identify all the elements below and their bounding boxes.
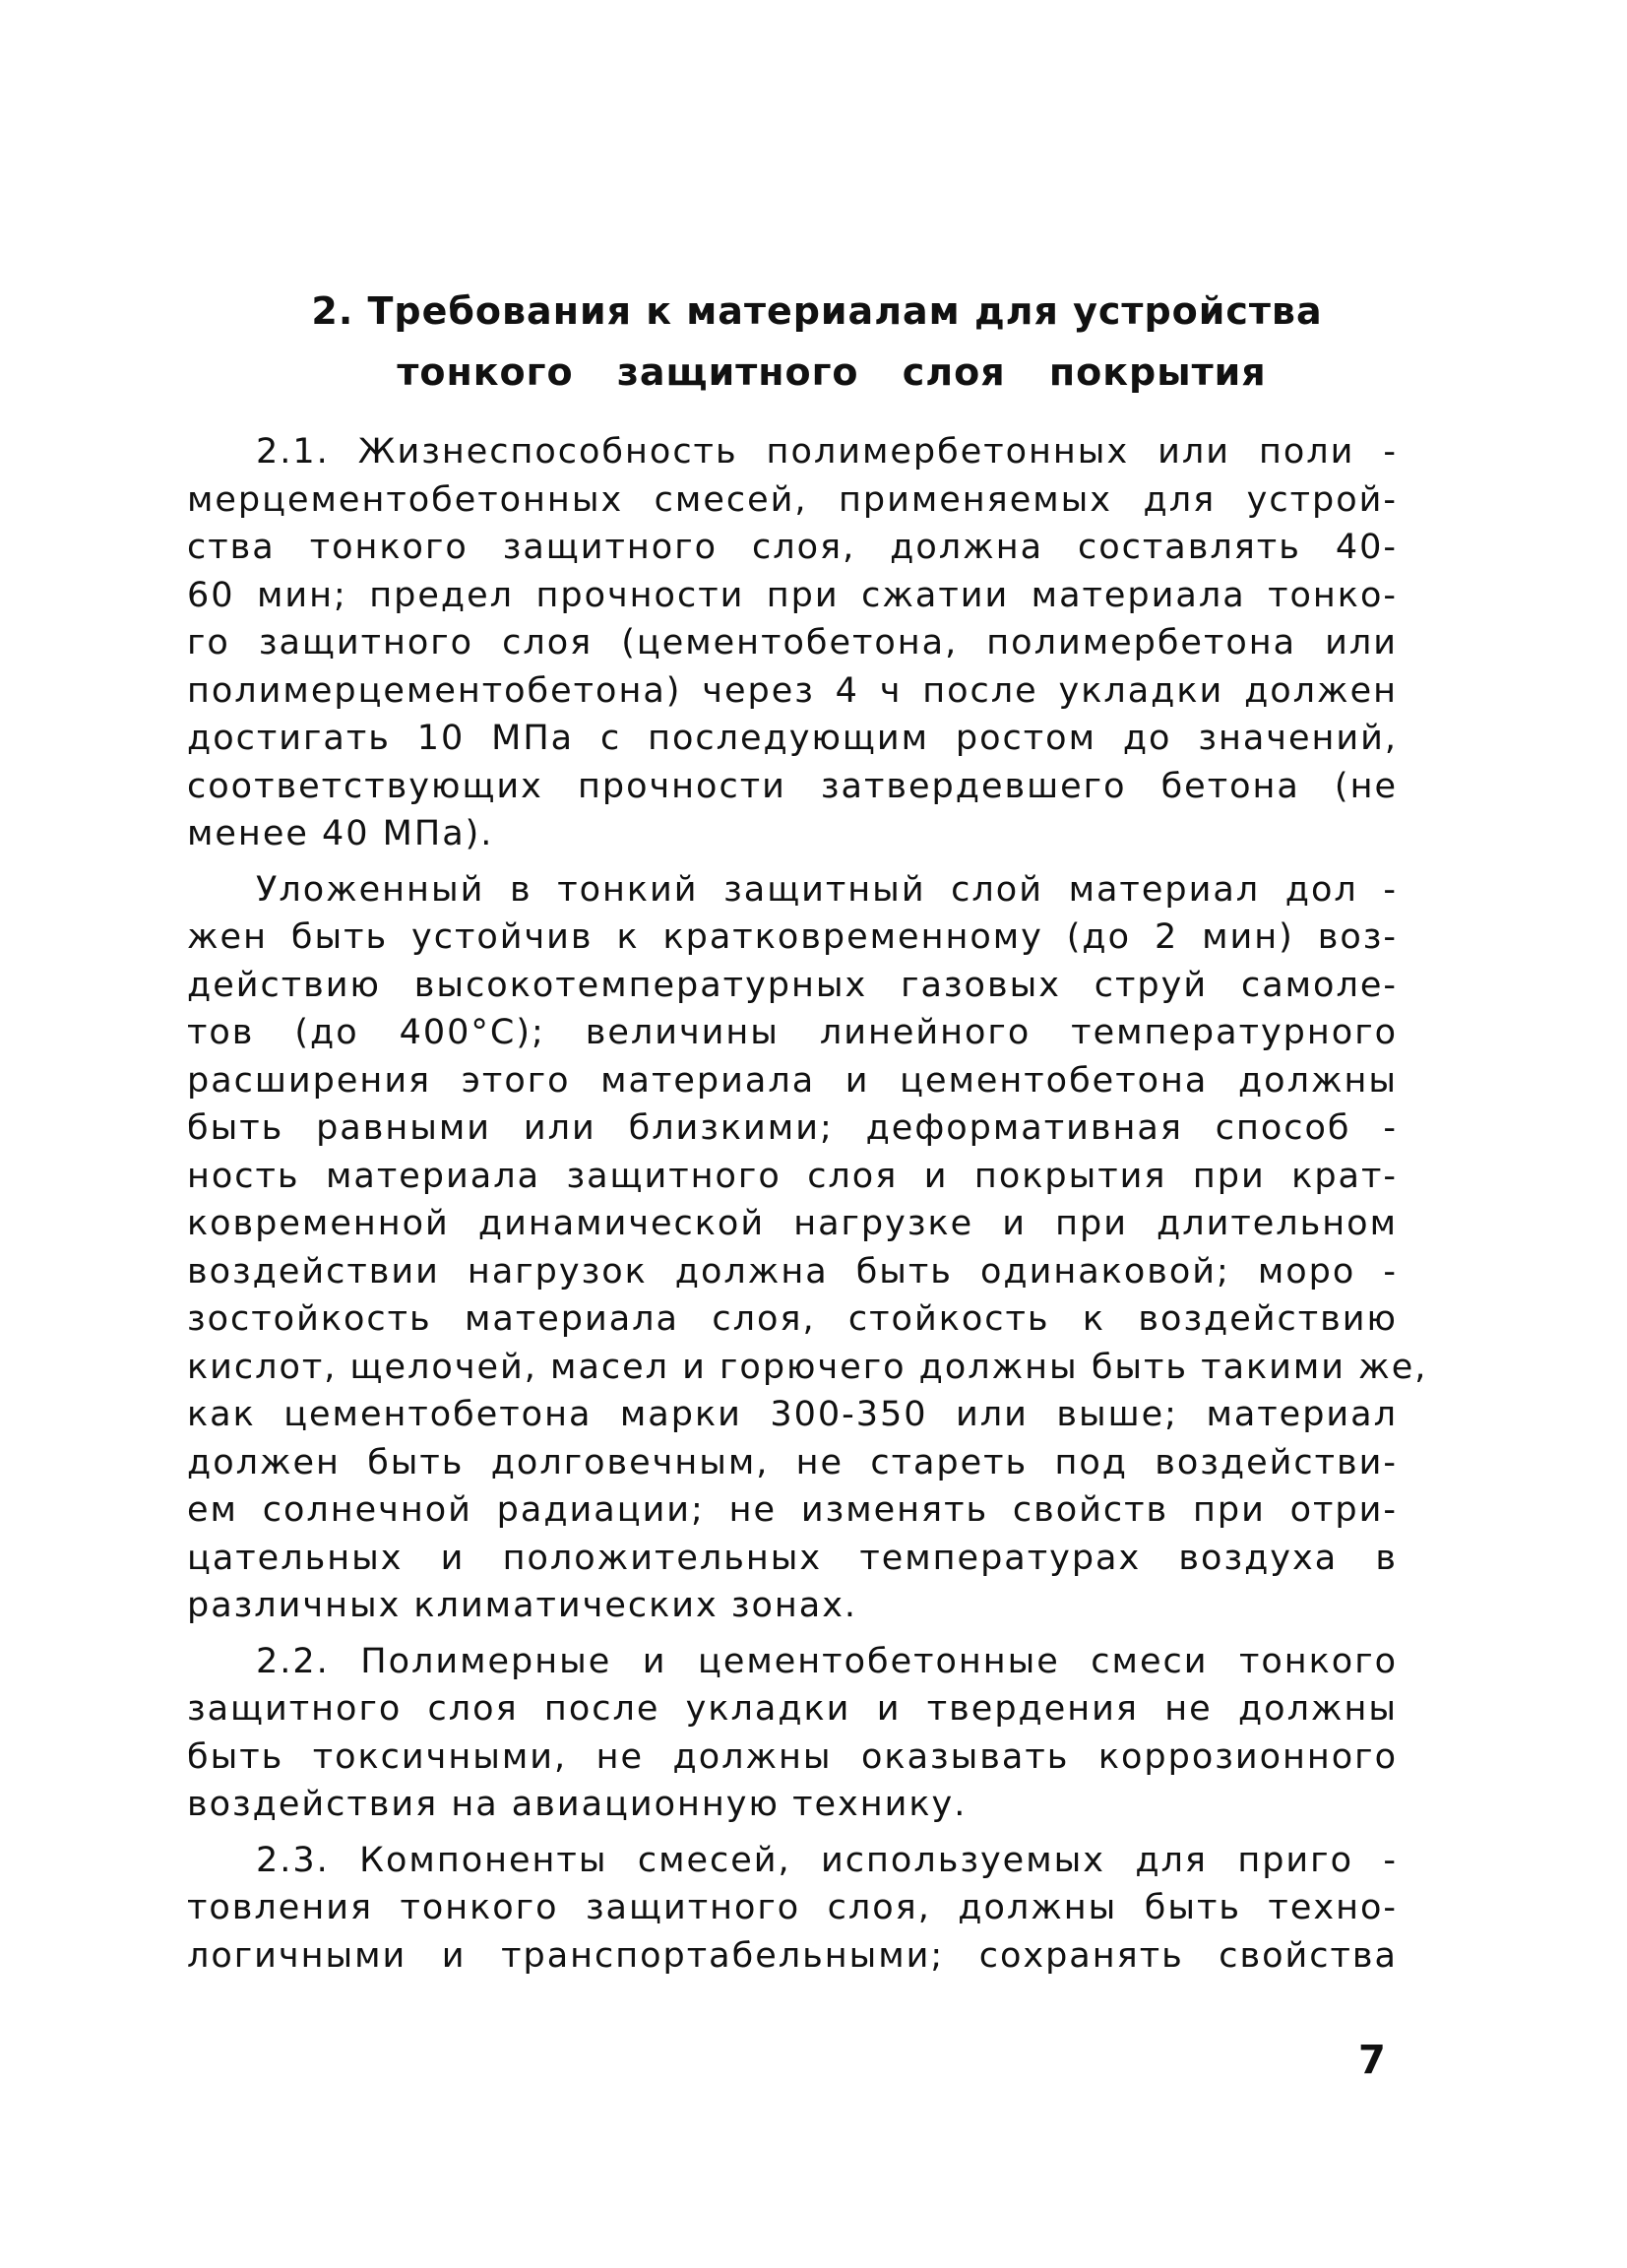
text-line: достигать 10 МПа с последующим ростом до значений, bbox=[187, 719, 1398, 758]
text-line: ства тонкого защитного слоя, должна составлять 40- bbox=[187, 528, 1398, 567]
text-line: ковременной динамической нагрузке и при длительном bbox=[187, 1204, 1398, 1243]
text-line: менее 40 МПа). bbox=[187, 814, 494, 853]
text-line: Уложенный в тонкий защитный слой материал дол - bbox=[256, 869, 1398, 910]
text-line: тов (до 400°С); величины линейного температурного bbox=[187, 1013, 1398, 1052]
text-line: мерцементобетонных смесей, применяемых для устрой- bbox=[187, 479, 1398, 520]
text-line: быть равными или близкими; деформативная способ - bbox=[187, 1108, 1398, 1148]
text-line: жен быть устойчив к кратковременному (до 2 мин) воз- bbox=[187, 917, 1398, 957]
text-line: зостойкость материала слоя, стойкость к воздействию bbox=[187, 1299, 1398, 1339]
text-line: 2.2. Полимерные и цементобетонные смеси тонкого bbox=[256, 1641, 1398, 1681]
section-heading bbox=[187, 281, 1447, 403]
text-line: полимерцементобетона) через 4 ч после укладки должен bbox=[187, 670, 1398, 711]
text-line: го защитного слоя (цементобетона, полимербетона или bbox=[187, 623, 1398, 662]
paragraph-2-1-continued bbox=[187, 866, 1428, 1630]
paragraph-2-1 bbox=[187, 428, 1398, 858]
text-line: цательных и положительных температурах воздуха в bbox=[187, 1538, 1398, 1578]
text-line: быть токсичными, не должны оказывать коррозионного bbox=[187, 1736, 1398, 1777]
text-line: логичными и транспортабельными; сохранять свойства bbox=[187, 1935, 1398, 1976]
text-line: воздействии нагрузок должна быть одинаковой; моро - bbox=[187, 1251, 1398, 1292]
page-number: 7 bbox=[1358, 2038, 1386, 2083]
text-line: действию высокотемпературных газовых струй самоле- bbox=[187, 965, 1398, 1005]
text-line: ем солнечной радиации; не изменять свойств при отри- bbox=[187, 1490, 1398, 1530]
section-heading-line-2: тонкого защитного слоя покрытия bbox=[397, 350, 1267, 394]
paragraph-2-2 bbox=[187, 1638, 1398, 1829]
text-line: соответствующих прочности затвердевшего бетона (не bbox=[187, 766, 1398, 806]
text-line: различных климатических зонах. bbox=[187, 1586, 858, 1625]
paragraph-2-3 bbox=[187, 1837, 1398, 1981]
text-line: 60 мин; предел прочности при сжатии материала тонко- bbox=[187, 575, 1398, 615]
text-line: воздействия на авиационную технику. bbox=[187, 1785, 968, 1824]
text-line: должен быть долговечным, не стареть под воздействи- bbox=[187, 1442, 1398, 1482]
text-line: ность материала защитного слоя и покрытия при крат- bbox=[187, 1156, 1398, 1196]
section-heading-line-1: 2. Требования к материалам для устройства bbox=[311, 289, 1323, 333]
text-line: защитного слоя после укладки и твердения не должны bbox=[187, 1689, 1398, 1729]
text-line: как цементобетона марки 300-350 или выше; материал bbox=[187, 1395, 1398, 1434]
text-line: 2.1. Жизнеспособность полимербетонных или поли - bbox=[256, 432, 1398, 472]
text-line: расширения этого материала и цементобетона должны bbox=[187, 1060, 1398, 1101]
text-line: кислот, щелочей, масел и горючего должны быть такими же, bbox=[187, 1347, 1428, 1387]
body-text bbox=[187, 428, 1428, 1987]
text-line: 2.3. Компоненты смесей, используемых для приго - bbox=[256, 1840, 1398, 1880]
text-line: товления тонкого защитного слоя, должны быть техно- bbox=[187, 1888, 1398, 1927]
